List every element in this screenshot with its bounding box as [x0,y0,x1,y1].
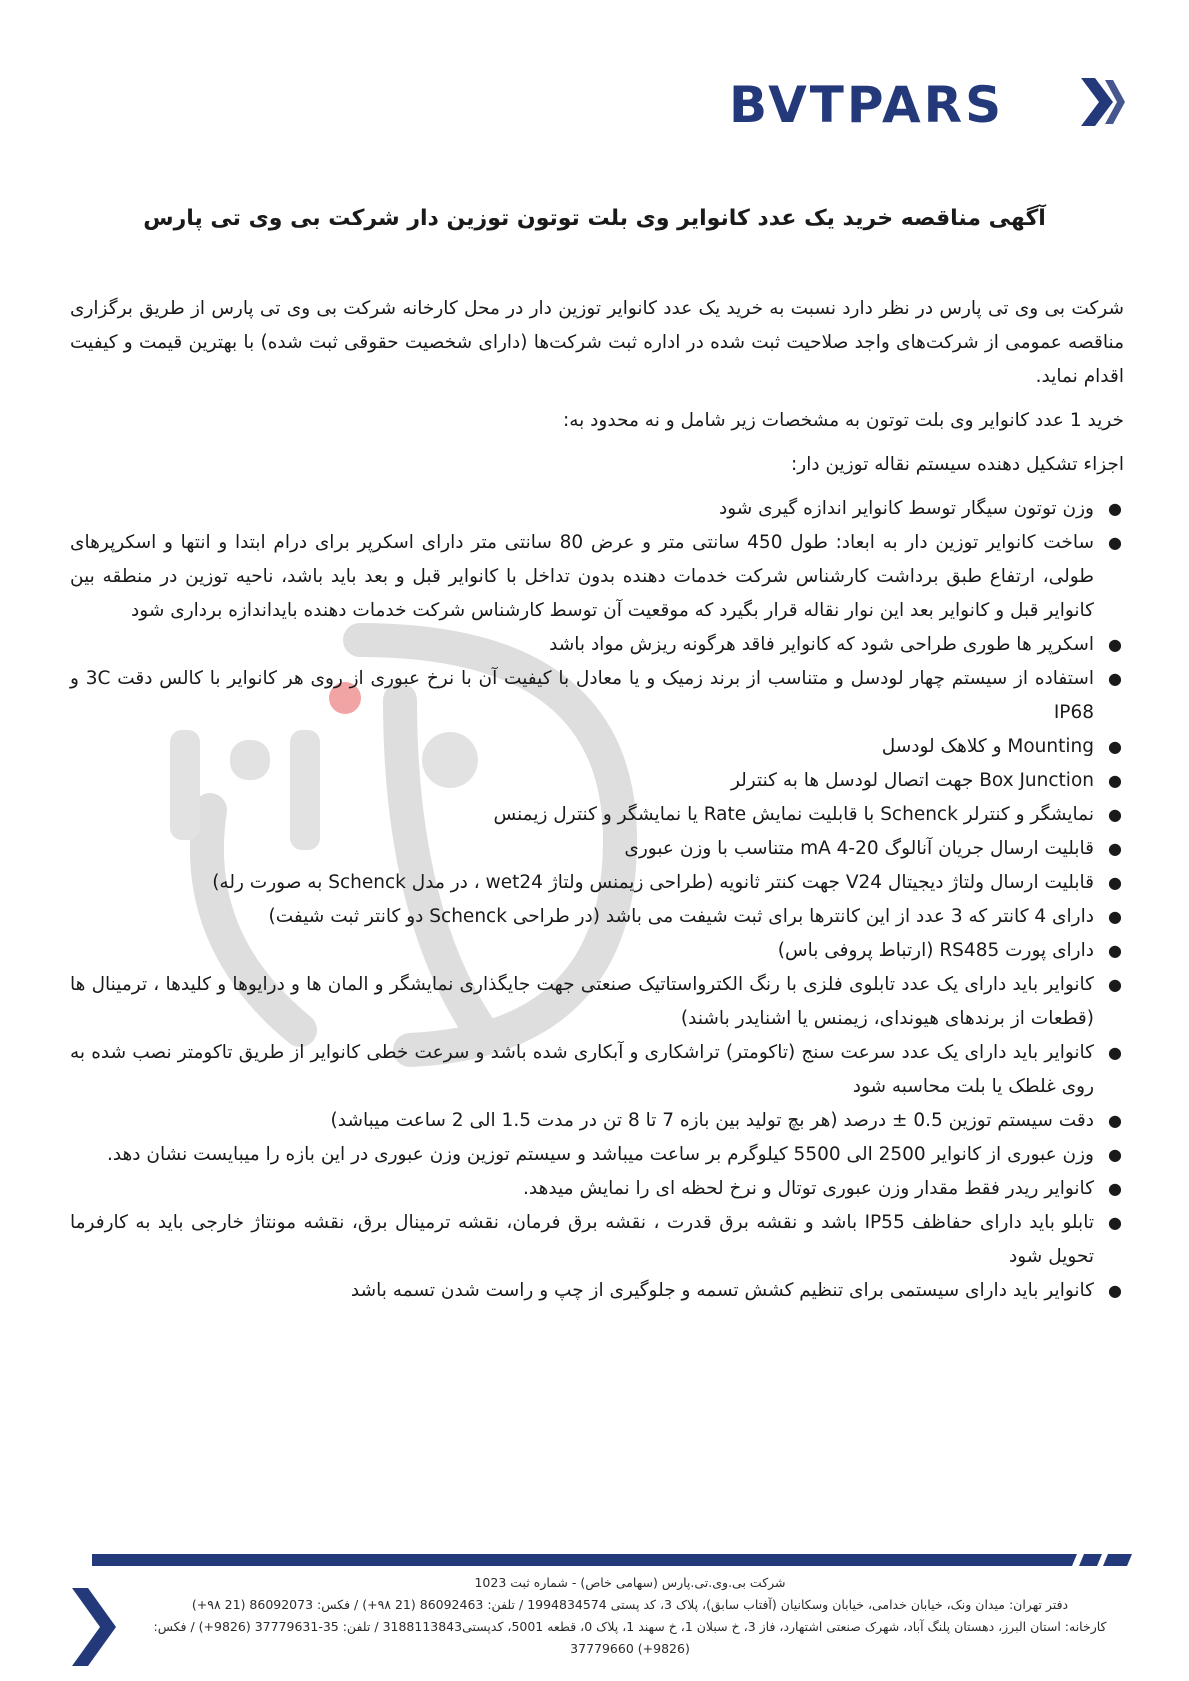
bullet-icon: ● [1108,873,1122,892]
spec-list [70,492,1124,1308]
footer-office-address: دفتر تهران: میدان ونک، خیابان خدامی، خیابان وسکانیان (آفتاب سابق)، پلاک 3، کد پستی 1994834574 / تلفن: 86092463 (21 ۹۸+) / فکس: 86092073 (21 ۹۸+) [191,1597,1069,1612]
bullet-icon: ● [1108,975,1122,994]
footer-factory-address: کارخانه: استان البرز، دهستان پلنگ آباد، شهرک صنعتی اشتهارد، فاز 3، خ سبلان 1، خ سهند 1، پلاک 0، قطعه 5001، کدپستی3188113843 / تلفن: 35-37779631 (9826+) / فکس: [153,1619,1107,1634]
bullet-icon: ● [1108,771,1122,790]
document-body [70,292,1124,1308]
bullet-icon: ● [1108,1281,1122,1300]
components-heading: اجزاء تشکیل دهنده سیستم نقاله توزین دار: [791,454,1124,475]
bullet-icon: ● [1108,1179,1122,1198]
list-item: ● وزن عبوری از کانوایر 2500 الی 5500 کیلوگرم بر ساعت میباشد و سیستم توزین وزن عبوری در این بازه را میبایست نشان دهد. [70,1138,1094,1172]
list-item: ● وزن توتون سیگار توسط کانوایر اندازه گیری شود [70,492,1094,526]
list-item: ● استفاده از سیستم چهار لودسل و متناسب از برند زمیک و یا معادل با کیفیت آن با نرخ عبوری از روی هر کانوایر با کالس دقت 3C و IP68 [70,662,1094,730]
bullet-icon: ● [1108,737,1122,756]
list-item: ● دارای پورت RS485 (ارتباط پروفی باس) [70,934,1094,968]
list-item: ● Mounting و کلاهک لودسل [70,730,1094,764]
list-item: ● کانوایر ریدر فقط مقدار وزن عبوری توتال و نرخ لحظه ای را نمایش میدهد. [70,1172,1094,1206]
bullet-icon: ● [1108,907,1122,926]
page-title: آگهی مناقصه خرید یک عدد کانوایر وی بلت توتون توزین دار شرکت بی وی تی پارس [143,206,1046,231]
bullet-icon: ● [1108,1213,1122,1232]
list-item: ● دارای 4 کانتر که 3 عدد از این کانترها برای ثبت شیفت می باشد (در طراحی Schenck دو کانتر ثبت شیفت) [70,900,1094,934]
list-item: ● نمایشگر و کنترلر Schenck با قابلیت نمایش Rate یا نمایشگر و کنترل زیمنس [70,798,1094,832]
bullet-icon: ● [1108,941,1122,960]
footer [128,1572,1132,1660]
logo-text: BVTPARS [729,76,1005,132]
list-item: ● قابلیت ارسال جریان آنالوگ mA 4-20 متناسب با وزن عبوری [70,832,1094,866]
intro-paragraph: شرکت بی وی تی پارس در نظر دارد نسبت به خرید یک عدد کانوایر توزین دار در محل کارخانه شرکت بی وی تی پارس از طریق برگزاری مناقصه عمومی از شرکت‌های واجد صلاحیت ثبت شده در اداره ثبت شرکت‌ها (دارای شخصیت حقوقی ثبت شده) با بهترین قیمت و کیفیت اقدام نماید. [70,298,1124,387]
bullet-icon: ● [1108,533,1122,552]
bullet-icon: ● [1108,635,1122,654]
purchase-paragraph: خرید 1 عدد کانوایر وی بلت توتون به مشخصات زیر شامل و نه محدود به: [562,410,1124,431]
bullet-icon: ● [1108,1111,1122,1130]
list-item: ● کانوایر باید دارای یک عدد سرعت سنج (تاکومتر) تراشکاری و آبکاری شده باشد و سرعت خطی کانوایر از طریق تاکومتر نصب شده به روی غلطک یا بلت محاسبه شود [70,1036,1094,1104]
bullet-icon: ● [1108,499,1122,518]
list-item: ● کانوایر باید دارای سیستمی برای تنظیم کشش تسمه و جلوگیری از چپ و راست شدن تسمه باشد [70,1274,1094,1308]
list-item: ● Box Junction جهت اتصال لودسل ها به کنترلر [70,764,1094,798]
bullet-icon: ● [1108,1145,1122,1164]
footer-fax: (9826+) 37779660 [570,1641,690,1656]
list-item: ● قابلیت ارسال ولتاژ دیجیتال V24 جهت کنتر ثانویه (طراحی زیمنس ولتاژ wet24 ، در مدل Schenck به صورت رله) [70,866,1094,900]
footer-stripe [92,1552,1132,1568]
bullet-icon: ● [1108,669,1122,688]
list-item: ● کانوایر باید دارای یک عدد تابلوی فلزی با رنگ الکترواستاتیک صنعتی جهت جایگذاری نمایشگر و المان ها و درایوها و کلیدها ، ترمینال ها (قطعات از برندهای هیوندای، زیمنس یا اشنایدر باشند) [70,968,1094,1036]
bvtpars-logo [729,72,1129,132]
list-item: ● ساخت کانوایر توزین دار به ابعاد: طول 450 سانتی متر و عرض 80 سانتی متر دارای اسکرپر برای درام ابتدا و انتها و اسکرپرهای طولی، ارتفاع طبق برداشت کارشناس شرکت خدمات دهنده بدون تداخل با کانوایر قبل و بعد باید باشد، ناحیه توزین در منطقه بین کانوایر قبل و کانوایر بعد این نوار نقاله قرار بگیرد که موقعیت آن توسط کارشناس شرکت خدمات دهنده بایداندازه برداری شود [70,526,1094,628]
bullet-icon: ● [1108,805,1122,824]
list-item: ● دقت سیستم توزین 0.5 ± درصد (هر بچ تولید بین بازه 7 تا 8 تن در مدت 1.5 الی 2 ساعت میباشد) [70,1104,1094,1138]
list-item: ● اسکرپر ها طوری طراحی شود که کانوایر فاقد هرگونه ریزش مواد باشد [70,628,1094,662]
list-item: ● تابلو باید دارای حفاظف IP55 باشد و نقشه برق قدرت ، نقشه برق فرمان، نقشه ترمینال برق، نقشه مونتاژ خارجی باید به کارفرما تحویل شود [70,1206,1094,1274]
footer-chevron-icon [72,1588,120,1666]
bullet-icon: ● [1108,839,1122,858]
bullet-icon: ● [1108,1043,1122,1062]
footer-company: شرکت بی.وی.تی.پارس (سهامی خاص) - شماره ثبت 1023 [474,1575,786,1590]
